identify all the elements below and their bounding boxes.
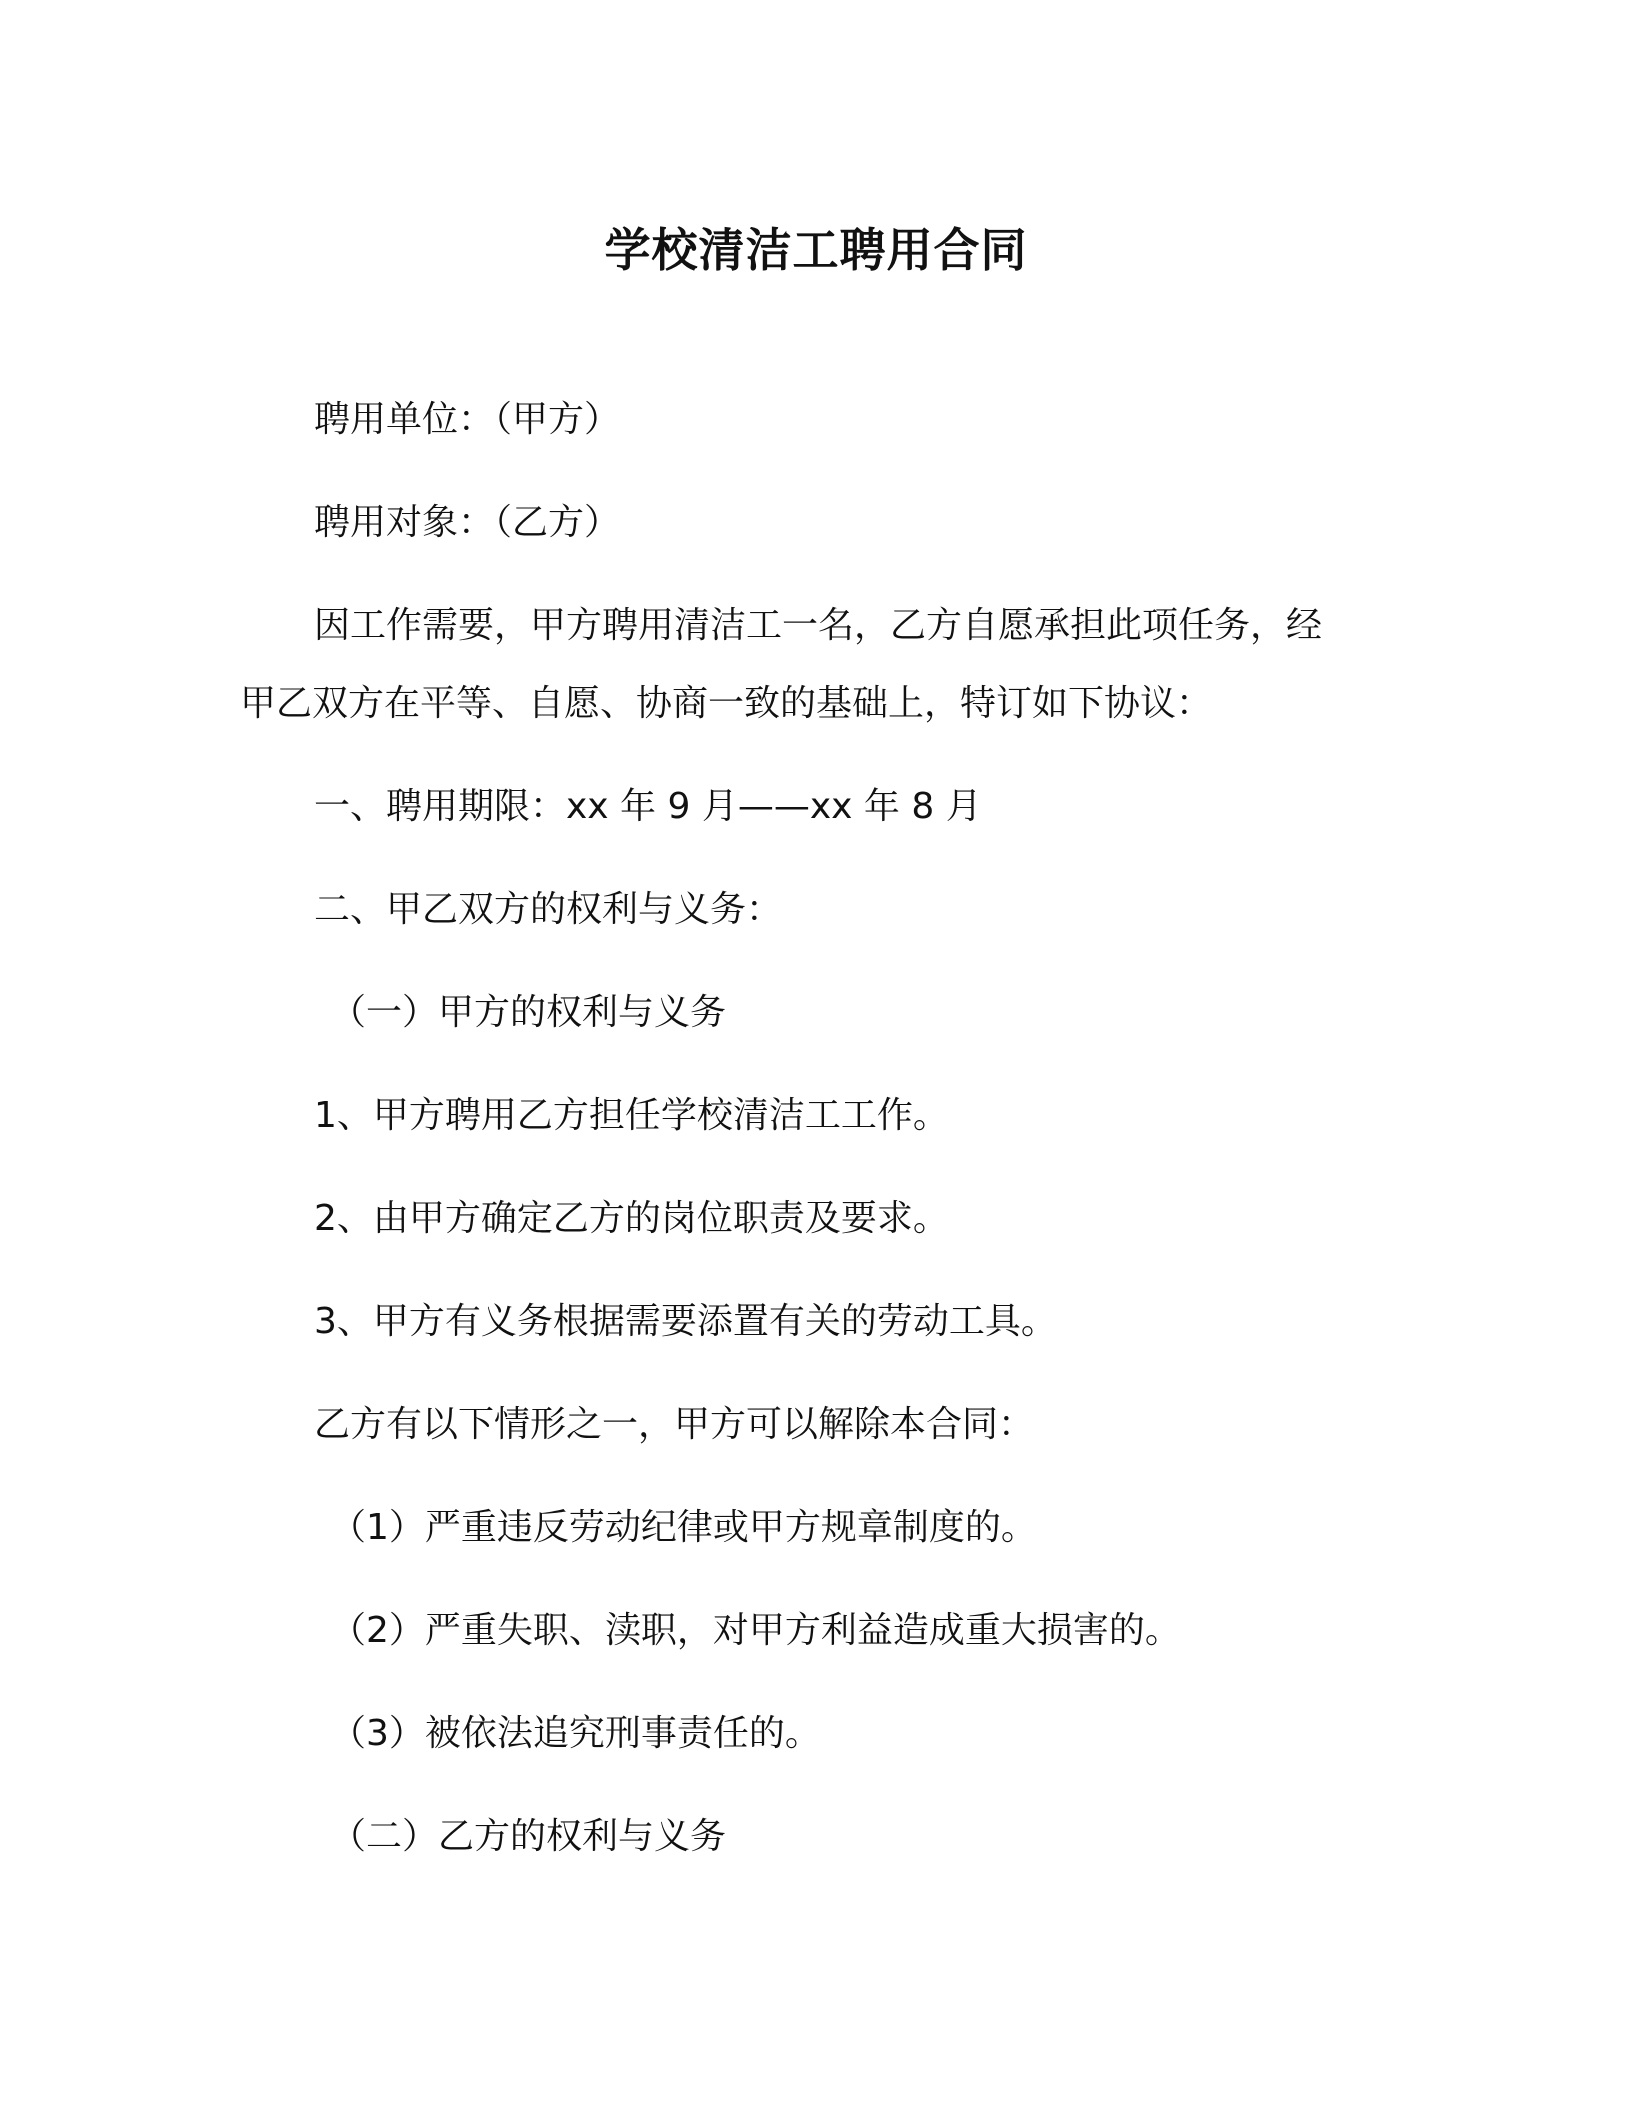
clause-a-3: 3、甲方有义务根据需要添置有关的劳动工具。	[314, 1301, 1057, 1342]
employee-line: 聘用对象：（乙方）	[314, 502, 621, 543]
intro-paragraph-line-2: 甲乙双方在平等、自愿、协商一致的基础上，特订如下协议：	[240, 683, 1213, 724]
termination-heading: 乙方有以下情形之一，甲方可以解除本合同：	[314, 1404, 1035, 1445]
clause-a-1: 1、甲方聘用乙方担任学校清洁工工作。	[314, 1095, 949, 1136]
termination-item-1: （1）严重违反劳动纪律或甲方规章制度的。	[330, 1507, 1037, 1548]
section-1-heading: 一、聘用期限：xx 年 9 月——xx 年 8 月	[314, 786, 982, 827]
subsection-party-b-heading: （二）乙方的权利与义务	[330, 1816, 727, 1857]
subsection-party-a-heading: （一）甲方的权利与义务	[330, 992, 727, 1033]
termination-item-2: （2）严重失职、渎职，对甲方利益造成重大损害的。	[330, 1610, 1181, 1651]
clause-a-2: 2、由甲方确定乙方的岗位职责及要求。	[314, 1198, 949, 1239]
employer-line: 聘用单位：（甲方）	[314, 399, 621, 440]
document-title: 学校清洁工聘用合同	[604, 223, 1028, 277]
intro-paragraph-line-1: 因工作需要，甲方聘用清洁工一名，乙方自愿承担此项任务，经	[314, 605, 1323, 646]
section-2-heading: 二、甲乙双方的权利与义务：	[314, 889, 783, 930]
termination-item-3: （3）被依法追究刑事责任的。	[330, 1713, 821, 1754]
